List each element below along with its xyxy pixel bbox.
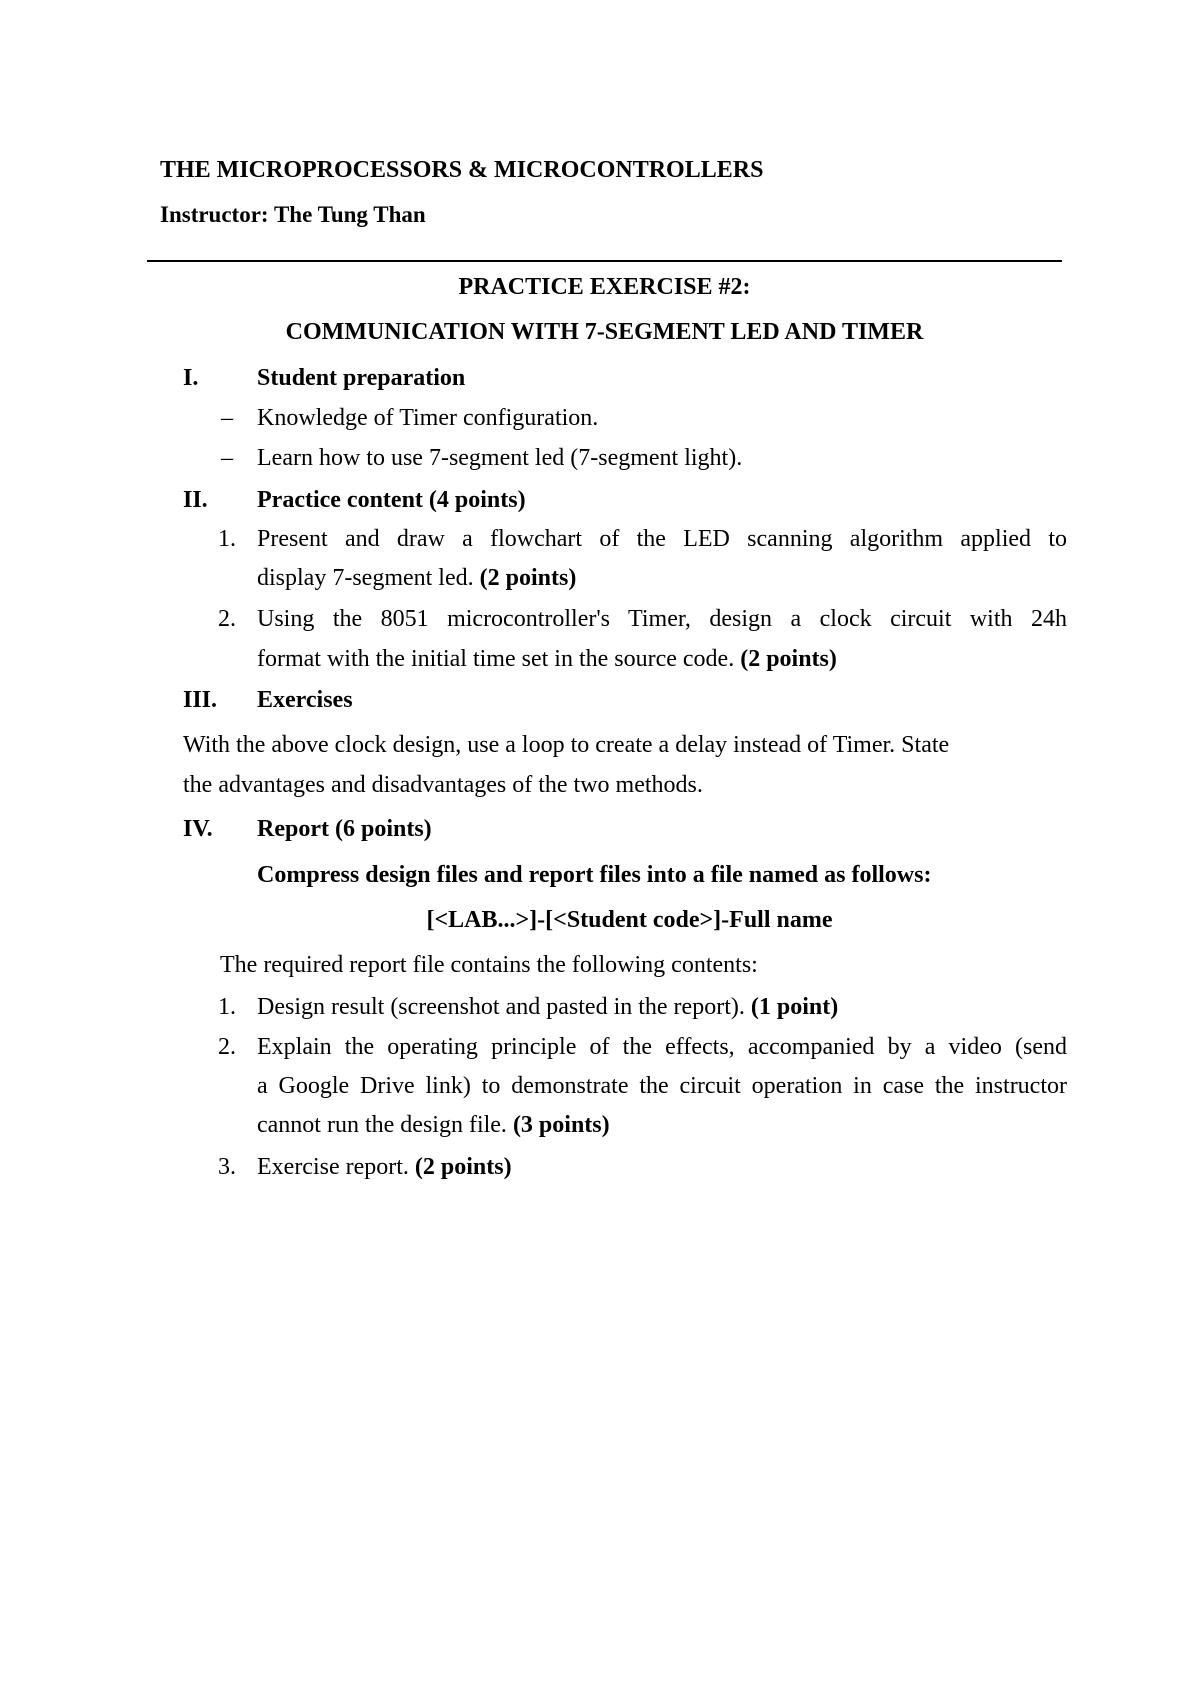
- section-2-heading: Practice content (4 points): [257, 487, 526, 513]
- list-item-text: cannot run the design file.: [257, 1112, 507, 1138]
- instructor-label: Instructor:: [160, 202, 269, 227]
- bullet-marker: –: [221, 405, 233, 431]
- list-marker: 3.: [218, 1154, 236, 1180]
- header-divider: [147, 260, 1062, 262]
- section-3-heading: Exercises: [257, 687, 353, 713]
- bullet-text: Learn how to use 7-segment led (7-segment light).: [257, 445, 743, 471]
- points-label: (1 point): [750, 994, 839, 1020]
- exercise-paragraph-line: With the above clock design, use a loop to create a delay instead of Timer. State: [183, 732, 950, 758]
- list-item-text-line: [257, 1155, 512, 1179]
- points-label: (2 points): [414, 1154, 512, 1180]
- list-item-continuation: [257, 566, 576, 590]
- section-3-numeral: III.: [183, 687, 218, 713]
- bullet-text: Knowledge of Timer configuration.: [257, 405, 599, 431]
- list-item-text-line: [257, 995, 838, 1019]
- list-item-continuation: [257, 1113, 610, 1137]
- list-item-text: Present and draw a flowchart of the LED scanning algorithm applied to: [257, 526, 1067, 552]
- list-marker: 1.: [218, 526, 236, 552]
- list-item-text: a Google Drive link) to demonstrate the circuit operation in case the instructor: [257, 1073, 1067, 1099]
- exercise-subtitle: COMMUNICATION WITH 7-SEGMENT LED AND TIMER: [285, 319, 924, 345]
- course-title: THE MICROPROCESSORS & MICROCONTROLLERS: [160, 157, 764, 183]
- list-item-text: Explain the operating principle of the effects, accompanied by a video (send: [257, 1034, 1067, 1060]
- list-item-continuation: [257, 647, 837, 671]
- list-marker: 2.: [218, 1034, 236, 1060]
- section-1-heading: Student preparation: [257, 365, 466, 391]
- exercise-title: PRACTICE EXERCISE #2:: [458, 274, 751, 300]
- instructor-line: [160, 203, 426, 226]
- list-item-text: Exercise report.: [257, 1154, 409, 1180]
- section-4-heading: Report (6 points): [257, 816, 432, 842]
- list-item-text: display 7-segment led.: [257, 565, 474, 591]
- list-item-text: Using the 8051 microcontroller's Timer, design a clock circuit with 24h: [257, 606, 1067, 632]
- points-label: (2 points): [740, 646, 837, 672]
- bullet-marker: –: [221, 445, 233, 471]
- section-2-numeral: II.: [183, 487, 208, 513]
- exercise-paragraph-line: the advantages and disadvantages of the two methods.: [183, 772, 703, 798]
- list-marker: 1.: [218, 994, 236, 1020]
- section-1-numeral: I.: [183, 365, 199, 391]
- list-item-text: format with the initial time set in the source code.: [257, 646, 735, 672]
- section-4-numeral: IV.: [183, 816, 213, 842]
- list-marker: 2.: [218, 606, 236, 632]
- points-label: (3 points): [512, 1112, 610, 1138]
- compress-instruction: Compress design files and report files into a file named as follows:: [257, 862, 932, 888]
- report-intro: The required report file contains the following contents:: [220, 952, 758, 978]
- points-label: (2 points): [479, 565, 577, 591]
- filename-pattern: [<LAB...>]-[<Student code>]-Full name: [426, 907, 833, 933]
- list-item-text: Design result (screenshot and pasted in the report).: [257, 994, 745, 1020]
- instructor-name: The Tung Than: [273, 202, 426, 227]
